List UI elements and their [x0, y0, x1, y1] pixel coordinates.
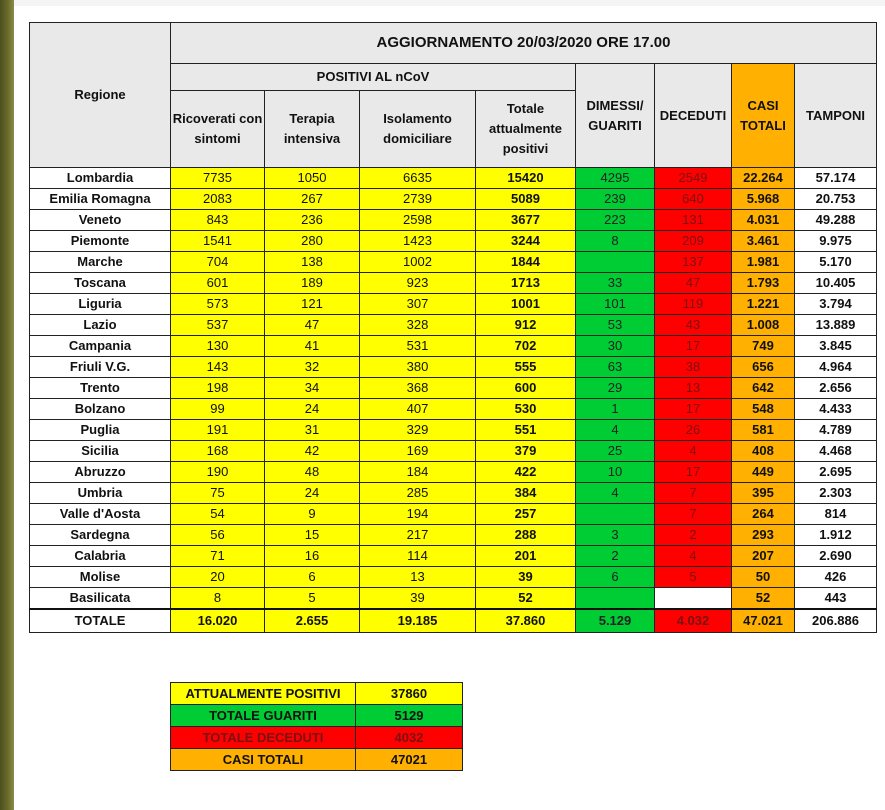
tamponi-cell: 2.695	[795, 462, 877, 483]
total-ricoverati: 16.020	[171, 609, 265, 633]
region-name: Lombardia	[30, 168, 171, 189]
ricoverati-header: Ricoverati con sintomi	[171, 91, 265, 168]
totale-positivi-cell: 1844	[476, 252, 576, 273]
casi-totali-cell: 1.793	[732, 273, 795, 294]
deceduti-cell: 17	[655, 336, 732, 357]
deceduti-cell: 7	[655, 504, 732, 525]
table-row	[30, 441, 877, 462]
ricoverati-cell: 8	[171, 588, 265, 610]
table-row	[30, 462, 877, 483]
deceduti-cell: 119	[655, 294, 732, 315]
region-name: Toscana	[30, 273, 171, 294]
totale-positivi-cell: 39	[476, 567, 576, 588]
tamponi-cell: 4.468	[795, 441, 877, 462]
isolamento-cell: 13	[360, 567, 476, 588]
table-row	[30, 504, 877, 525]
dimessi-cell: 4	[576, 483, 655, 504]
ricoverati-cell: 190	[171, 462, 265, 483]
totale-positivi-cell: 530	[476, 399, 576, 420]
ricoverati-cell: 1541	[171, 231, 265, 252]
table-row	[30, 399, 877, 420]
isolamento-cell: 328	[360, 315, 476, 336]
ricoverati-cell: 54	[171, 504, 265, 525]
dimessi-cell: 10	[576, 462, 655, 483]
ricoverati-cell: 843	[171, 210, 265, 231]
dimessi-cell: 29	[576, 378, 655, 399]
ricoverati-cell: 168	[171, 441, 265, 462]
tamponi-cell: 1.912	[795, 525, 877, 546]
summary-row	[171, 705, 463, 727]
totale-positivi-cell: 551	[476, 420, 576, 441]
region-name: Sicilia	[30, 441, 171, 462]
casi-totali-cell: 1.981	[732, 252, 795, 273]
dimessi-cell: 2	[576, 546, 655, 567]
casi-totali-cell: 1.008	[732, 315, 795, 336]
deceduti-cell: 38	[655, 357, 732, 378]
ricoverati-cell: 601	[171, 273, 265, 294]
totale-positivi-cell: 600	[476, 378, 576, 399]
casi-totali-cell: 656	[732, 357, 795, 378]
table-row	[30, 378, 877, 399]
summary-row	[171, 727, 463, 749]
totale-positivi-cell: 422	[476, 462, 576, 483]
dimessi-cell: 63	[576, 357, 655, 378]
terapia-cell: 280	[265, 231, 360, 252]
terapia-cell: 189	[265, 273, 360, 294]
deceduti-cell: 17	[655, 399, 732, 420]
casi-totali-cell: 4.031	[732, 210, 795, 231]
dimessi-cell: 53	[576, 315, 655, 336]
total-deceduti: 4.032	[655, 609, 732, 633]
casi-totali-cell: 395	[732, 483, 795, 504]
dimessi-cell: 30	[576, 336, 655, 357]
dimessi-cell: 4295	[576, 168, 655, 189]
totale-positivi-cell: 379	[476, 441, 576, 462]
table-row	[30, 252, 877, 273]
region-name: Umbria	[30, 483, 171, 504]
summary-table	[170, 682, 463, 771]
terapia-cell: 24	[265, 399, 360, 420]
isolamento-cell: 2598	[360, 210, 476, 231]
isolamento-cell: 39	[360, 588, 476, 610]
deceduti-cell: 209	[655, 231, 732, 252]
region-name: Puglia	[30, 420, 171, 441]
ricoverati-cell: 191	[171, 420, 265, 441]
table-row	[30, 483, 877, 504]
deceduti-cell	[655, 588, 732, 610]
region-name: Basilicata	[30, 588, 171, 610]
casi-totali-cell: 5.968	[732, 189, 795, 210]
deceduti-cell: 2549	[655, 168, 732, 189]
ricoverati-cell: 7735	[171, 168, 265, 189]
region-name: Molise	[30, 567, 171, 588]
terapia-cell: 31	[265, 420, 360, 441]
casi-totali-cell: 408	[732, 441, 795, 462]
totale-positivi-cell: 384	[476, 483, 576, 504]
casi-totali-cell: 749	[732, 336, 795, 357]
tamponi-cell: 3.794	[795, 294, 877, 315]
ricoverati-cell: 99	[171, 399, 265, 420]
covid-regions-table	[29, 22, 877, 633]
ricoverati-cell: 130	[171, 336, 265, 357]
deceduti-header: DECEDUTI	[655, 64, 732, 168]
dimessi-cell: 1	[576, 399, 655, 420]
total-positivi: 37.860	[476, 609, 576, 633]
totale-positivi-cell: 1001	[476, 294, 576, 315]
casi-totali-header: CASI TOTALI	[732, 64, 795, 168]
deceduti-cell: 2	[655, 525, 732, 546]
dimessi-cell	[576, 252, 655, 273]
region-name: Calabria	[30, 546, 171, 567]
tamponi-cell: 2.303	[795, 483, 877, 504]
dimessi-cell: 33	[576, 273, 655, 294]
table-row	[30, 567, 877, 588]
region-name: Lazio	[30, 315, 171, 336]
region-name: Trento	[30, 378, 171, 399]
totale-positivi-cell: 555	[476, 357, 576, 378]
region-name: Sardegna	[30, 525, 171, 546]
casi-totali-cell: 3.461	[732, 231, 795, 252]
isolamento-cell: 184	[360, 462, 476, 483]
isolamento-cell: 114	[360, 546, 476, 567]
total-terapia: 2.655	[265, 609, 360, 633]
table-body	[30, 168, 877, 610]
isolamento-cell: 169	[360, 441, 476, 462]
dimessi-cell: 6	[576, 567, 655, 588]
table-row	[30, 189, 877, 210]
casi-totali-cell: 293	[732, 525, 795, 546]
region-name: Friuli V.G.	[30, 357, 171, 378]
deceduti-cell: 4	[655, 546, 732, 567]
summary-label: CASI TOTALI	[171, 749, 356, 771]
summary-label: TOTALE DECEDUTI	[171, 727, 356, 749]
terapia-cell: 41	[265, 336, 360, 357]
totale-positivi-cell: 288	[476, 525, 576, 546]
table-row	[30, 315, 877, 336]
deceduti-cell: 43	[655, 315, 732, 336]
table-row	[30, 357, 877, 378]
table-row	[30, 420, 877, 441]
positivi-header: POSITIVI AL nCoV	[171, 64, 576, 91]
isolamento-cell: 217	[360, 525, 476, 546]
totale-positivi-cell: 257	[476, 504, 576, 525]
terapia-cell: 1050	[265, 168, 360, 189]
dimessi-cell: 239	[576, 189, 655, 210]
isolamento-cell: 923	[360, 273, 476, 294]
tamponi-cell: 10.405	[795, 273, 877, 294]
summary-value: 4032	[356, 727, 463, 749]
dimessi-cell: 4	[576, 420, 655, 441]
summary-label: ATTUALMENTE POSITIVI	[171, 683, 356, 705]
total-dimessi: 5.129	[576, 609, 655, 633]
isolamento-cell: 1423	[360, 231, 476, 252]
casi-totali-cell: 264	[732, 504, 795, 525]
totale-positivi-header: Totale attualmente positivi	[476, 91, 576, 168]
terapia-cell: 48	[265, 462, 360, 483]
terapia-header: Terapia intensiva	[265, 91, 360, 168]
region-name: Veneto	[30, 210, 171, 231]
tamponi-cell: 3.845	[795, 336, 877, 357]
terapia-cell: 121	[265, 294, 360, 315]
totale-positivi-cell: 5089	[476, 189, 576, 210]
background-edge	[0, 0, 14, 810]
dimessi-cell	[576, 588, 655, 610]
casi-totali-cell: 22.264	[732, 168, 795, 189]
casi-totali-cell: 50	[732, 567, 795, 588]
table-row	[30, 168, 877, 189]
terapia-cell: 138	[265, 252, 360, 273]
casi-totali-cell: 642	[732, 378, 795, 399]
total-tamponi: 206.886	[795, 609, 877, 633]
isolamento-cell: 285	[360, 483, 476, 504]
summary-row	[171, 749, 463, 771]
terapia-cell: 267	[265, 189, 360, 210]
deceduti-cell: 137	[655, 252, 732, 273]
deceduti-cell: 640	[655, 189, 732, 210]
table-row	[30, 231, 877, 252]
region-name: Bolzano	[30, 399, 171, 420]
isolamento-cell: 407	[360, 399, 476, 420]
terapia-cell: 6	[265, 567, 360, 588]
terapia-cell: 16	[265, 546, 360, 567]
isolamento-header: Isolamento domiciliare	[360, 91, 476, 168]
ricoverati-cell: 2083	[171, 189, 265, 210]
deceduti-cell: 5	[655, 567, 732, 588]
totale-positivi-cell: 1713	[476, 273, 576, 294]
totale-positivi-cell: 3244	[476, 231, 576, 252]
dimessi-cell: 3	[576, 525, 655, 546]
casi-totali-cell: 581	[732, 420, 795, 441]
deceduti-cell: 17	[655, 462, 732, 483]
tamponi-cell: 49.288	[795, 210, 877, 231]
terapia-cell: 42	[265, 441, 360, 462]
totale-positivi-cell: 912	[476, 315, 576, 336]
deceduti-cell: 26	[655, 420, 732, 441]
isolamento-cell: 329	[360, 420, 476, 441]
casi-totali-cell: 52	[732, 588, 795, 610]
deceduti-cell: 4	[655, 441, 732, 462]
terapia-cell: 15	[265, 525, 360, 546]
terapia-cell: 9	[265, 504, 360, 525]
tamponi-cell: 4.433	[795, 399, 877, 420]
totale-positivi-cell: 3677	[476, 210, 576, 231]
terapia-cell: 5	[265, 588, 360, 610]
tamponi-cell: 20.753	[795, 189, 877, 210]
region-name: Liguria	[30, 294, 171, 315]
table-row	[30, 588, 877, 610]
total-casi: 47.021	[732, 609, 795, 633]
tamponi-cell: 4.789	[795, 420, 877, 441]
ricoverati-cell: 573	[171, 294, 265, 315]
totale-positivi-cell: 702	[476, 336, 576, 357]
totale-positivi-cell: 201	[476, 546, 576, 567]
dimessi-cell: 8	[576, 231, 655, 252]
terapia-cell: 236	[265, 210, 360, 231]
top-border	[0, 0, 885, 6]
tamponi-cell: 814	[795, 504, 877, 525]
casi-totali-cell: 207	[732, 546, 795, 567]
table-row	[30, 525, 877, 546]
ricoverati-cell: 56	[171, 525, 265, 546]
terapia-cell: 32	[265, 357, 360, 378]
summary-label: TOTALE GUARITI	[171, 705, 356, 727]
terapia-cell: 24	[265, 483, 360, 504]
table-row	[30, 294, 877, 315]
tamponi-cell: 57.174	[795, 168, 877, 189]
tamponi-cell: 426	[795, 567, 877, 588]
totale-positivi-cell: 52	[476, 588, 576, 610]
tamponi-header: TAMPONI	[795, 64, 877, 168]
isolamento-cell: 531	[360, 336, 476, 357]
ricoverati-cell: 537	[171, 315, 265, 336]
tamponi-cell: 5.170	[795, 252, 877, 273]
table-row	[30, 546, 877, 567]
isolamento-cell: 194	[360, 504, 476, 525]
terapia-cell: 34	[265, 378, 360, 399]
isolamento-cell: 380	[360, 357, 476, 378]
dimessi-cell	[576, 504, 655, 525]
summary-value: 5129	[356, 705, 463, 727]
dimessi-cell: 223	[576, 210, 655, 231]
casi-totali-cell: 548	[732, 399, 795, 420]
table-row	[30, 210, 877, 231]
tamponi-cell: 9.975	[795, 231, 877, 252]
region-name: Valle d'Aosta	[30, 504, 171, 525]
total-isolamento: 19.185	[360, 609, 476, 633]
isolamento-cell: 2739	[360, 189, 476, 210]
table-title: AGGIORNAMENTO 20/03/2020 ORE 17.00	[171, 23, 877, 64]
ricoverati-cell: 71	[171, 546, 265, 567]
tamponi-cell: 2.656	[795, 378, 877, 399]
tamponi-cell: 443	[795, 588, 877, 610]
isolamento-cell: 368	[360, 378, 476, 399]
ricoverati-cell: 75	[171, 483, 265, 504]
casi-totali-cell: 449	[732, 462, 795, 483]
region-name: Piemonte	[30, 231, 171, 252]
summary-row	[171, 683, 463, 705]
region-name: Campania	[30, 336, 171, 357]
deceduti-cell: 47	[655, 273, 732, 294]
tamponi-cell: 2.690	[795, 546, 877, 567]
ricoverati-cell: 20	[171, 567, 265, 588]
tamponi-cell: 4.964	[795, 357, 877, 378]
total-label: TOTALE	[30, 609, 171, 633]
ricoverati-cell: 143	[171, 357, 265, 378]
summary-value: 37860	[356, 683, 463, 705]
isolamento-cell: 6635	[360, 168, 476, 189]
region-name: Emilia Romagna	[30, 189, 171, 210]
summary-value: 47021	[356, 749, 463, 771]
ricoverati-cell: 198	[171, 378, 265, 399]
isolamento-cell: 1002	[360, 252, 476, 273]
ricoverati-cell: 704	[171, 252, 265, 273]
tamponi-cell: 13.889	[795, 315, 877, 336]
table-row	[30, 336, 877, 357]
isolamento-cell: 307	[360, 294, 476, 315]
terapia-cell: 47	[265, 315, 360, 336]
totale-positivi-cell: 15420	[476, 168, 576, 189]
dimessi-cell: 101	[576, 294, 655, 315]
dimessi-cell: 25	[576, 441, 655, 462]
deceduti-cell: 131	[655, 210, 732, 231]
dimessi-header: DIMESSI/ GUARITI	[576, 64, 655, 168]
region-name: Marche	[30, 252, 171, 273]
region-name: Abruzzo	[30, 462, 171, 483]
deceduti-cell: 13	[655, 378, 732, 399]
casi-totali-cell: 1.221	[732, 294, 795, 315]
table-row	[30, 273, 877, 294]
total-row	[30, 609, 877, 633]
deceduti-cell: 7	[655, 483, 732, 504]
region-header: Regione	[30, 23, 171, 168]
